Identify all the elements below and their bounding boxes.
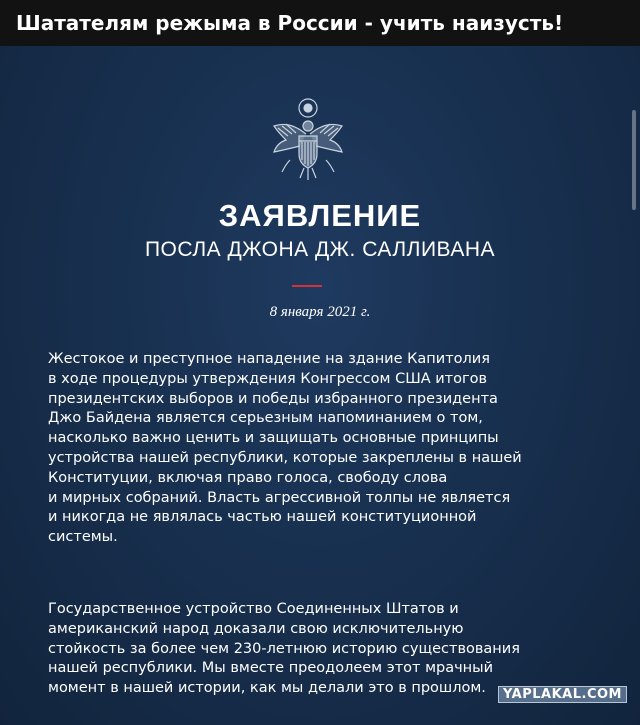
text-line: в ходе процедуры утверждения Конгрессом США итогов [48, 370, 488, 387]
us-great-seal-icon [268, 96, 348, 191]
statement-card [0, 46, 640, 725]
text-line: стойкость за более чем 230-летнюю историю существования [48, 640, 520, 657]
text-line: Джо Байдена является серьезным напоминанием о том, [48, 410, 483, 427]
statement-heading: ЗАЯВЛЕНИЕ [218, 198, 422, 233]
text-line: и никогда не являлась частью нашей конституционной [48, 509, 477, 526]
divider [292, 285, 322, 287]
text-line: устройства нашей республики, которые закреплены в нашей [48, 449, 522, 466]
text-line: нашей республики. Мы вместе преодолеем этот мрачный [48, 660, 494, 677]
text-line: президентских выборов и победы избранного президента [48, 390, 498, 407]
text-line: и мирных собраний. Власть агрессивной толпы не является [48, 489, 511, 506]
paragraph-2 [48, 600, 608, 699]
statement-date: 8 января 2021 г. [269, 304, 371, 320]
text-line: момент в нашей истории, как мы делали это в прошлом. [48, 680, 486, 697]
text-line: насколько важно ценить и защищать основные принципы [48, 430, 499, 447]
post-title: Шатателям режыма в России - учить наизусть! [0, 0, 640, 46]
text-line: Конституции, включая право голоса, свободу слова [48, 469, 448, 486]
paragraph-1 [48, 350, 608, 548]
statement-subheading: ПОСЛА ДЖОНА ДЖ. САЛЛИВАНА [144, 238, 496, 261]
text-line: Государственное устройство Соединенных Штатов и [48, 601, 459, 617]
text-line: Жестокое и преступное нападение на здание Капитолия [48, 351, 490, 367]
scrollbar[interactable] [632, 110, 636, 210]
text-line: американский народ доказали свою исключительную [48, 620, 464, 637]
watermark: YAPLAKAL.COM [498, 686, 627, 703]
text-line: системы. [48, 529, 118, 546]
